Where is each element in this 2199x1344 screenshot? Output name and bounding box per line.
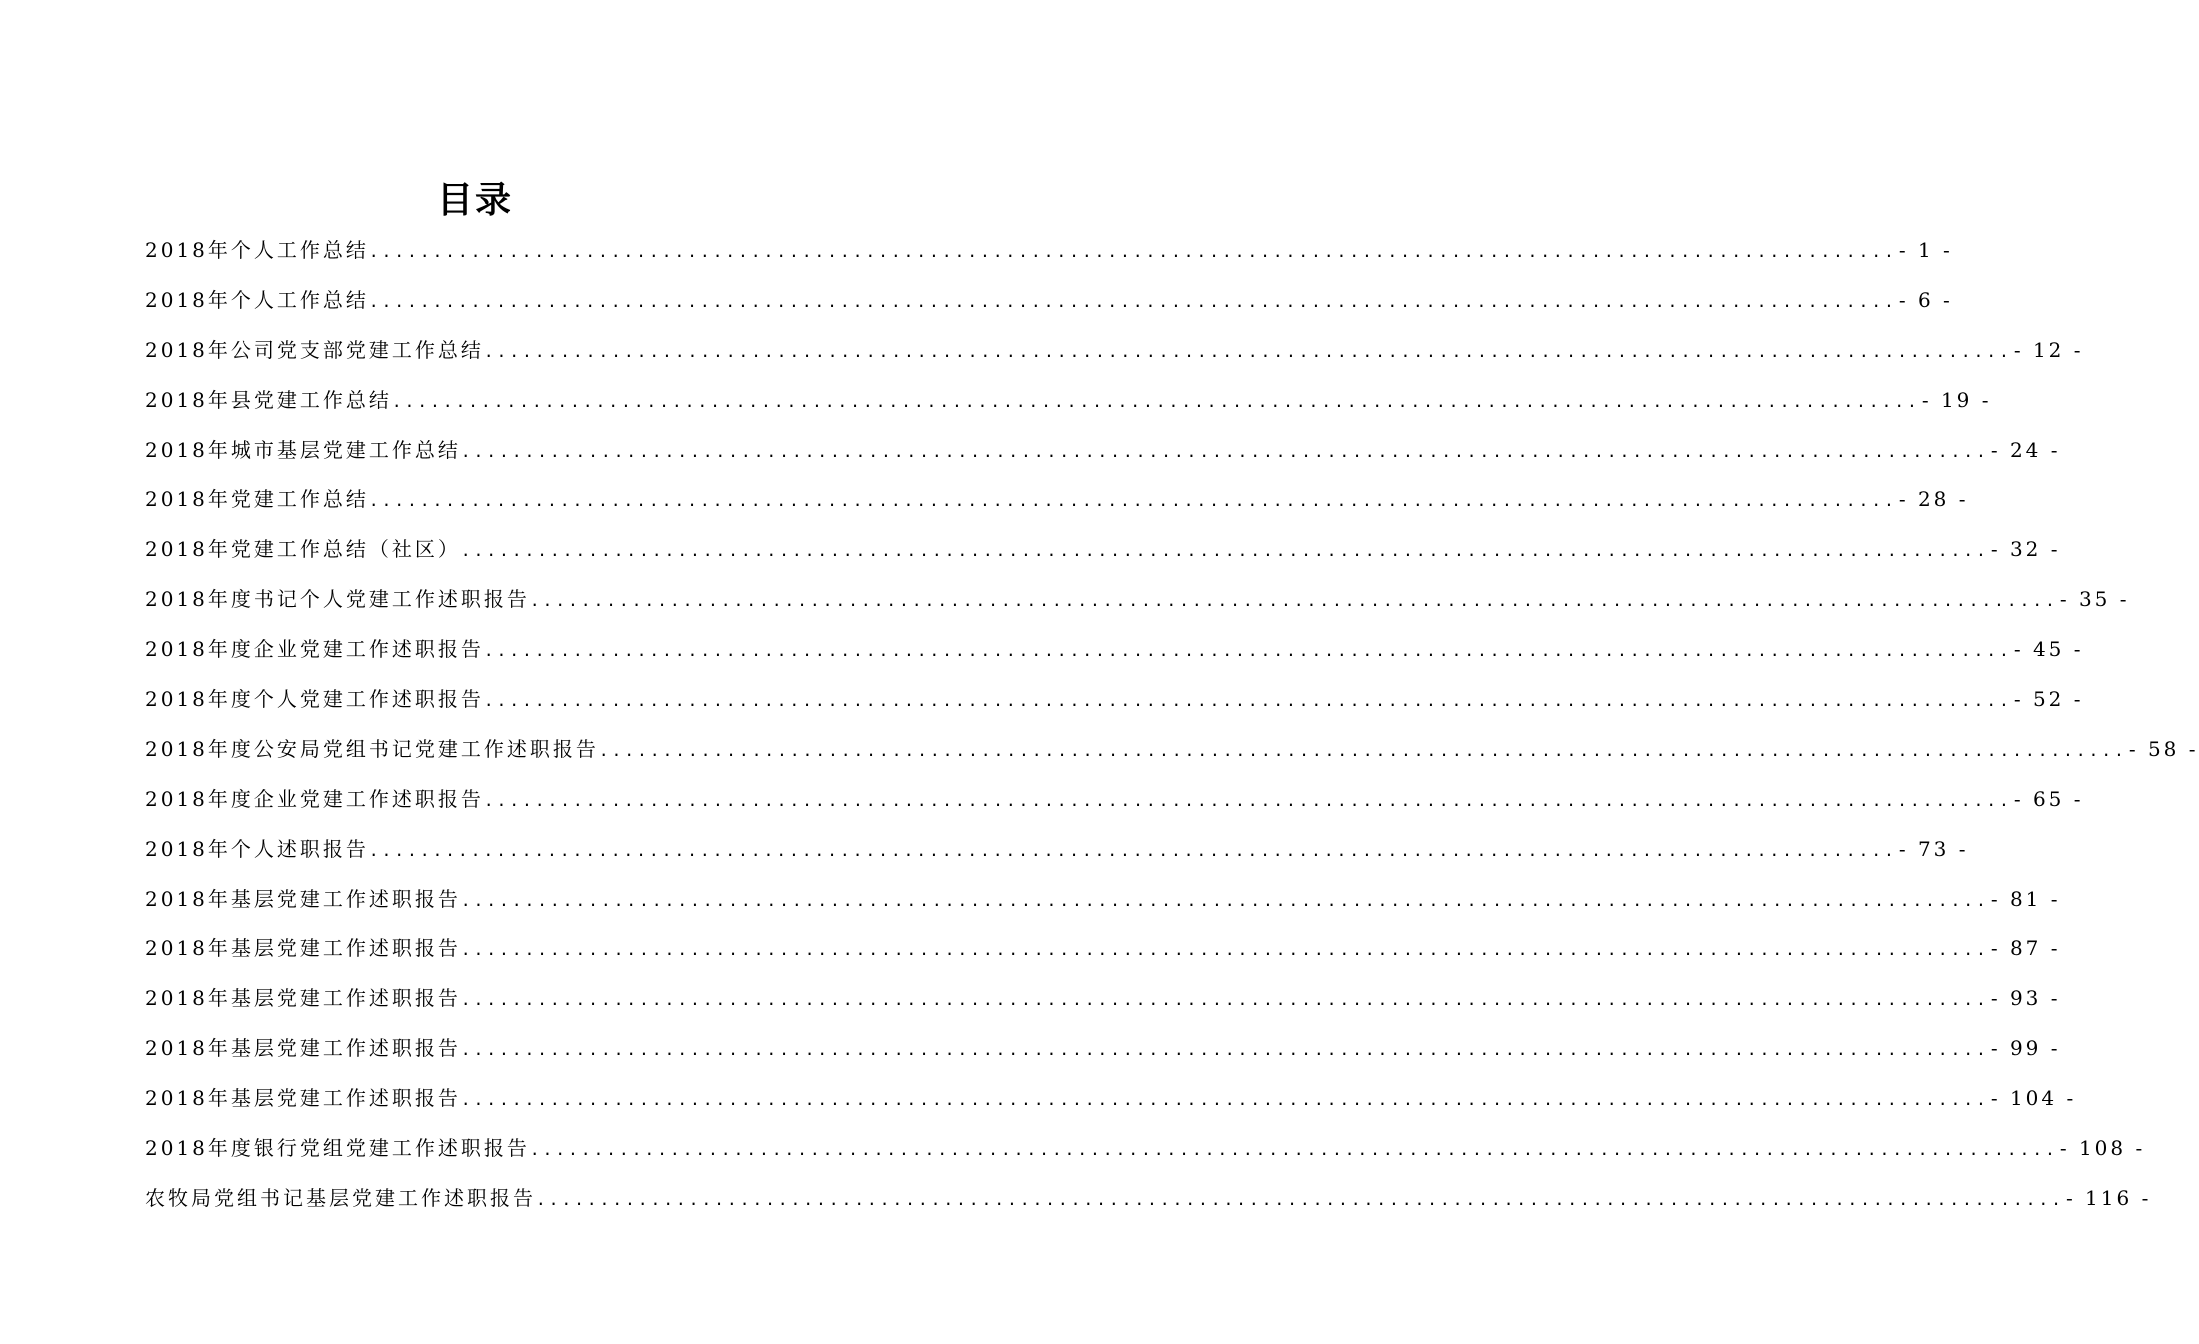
toc-entry[interactable] <box>145 725 2199 775</box>
toc-entry[interactable] <box>145 1174 2152 1224</box>
toc-leader: ........................................................................................................................ <box>368 491 1897 511</box>
toc-entry[interactable] <box>145 825 1969 875</box>
toc-leader: ........................................................................................................................ <box>483 790 2012 810</box>
toc-entry-title: 2018年基层党建工作述职报告 <box>145 986 461 1011</box>
toc-leader: ........................................................................................................................ <box>529 1140 2058 1160</box>
toc-entry-page: - 73 - <box>1898 836 1969 861</box>
toc-leader: ........................................................................................................................ <box>460 890 1989 910</box>
toc-list <box>145 226 2199 1224</box>
toc-entry-title: 2018年基层党建工作述职报告 <box>145 1086 461 1111</box>
toc-title: 目录 <box>436 180 513 221</box>
toc-entry-page: - 52 - <box>2013 687 2084 712</box>
toc-entry[interactable] <box>145 675 2084 725</box>
toc-entry-page: - 6 - <box>1898 287 1953 312</box>
toc-entry[interactable] <box>145 1074 2077 1124</box>
toc-entry-title: 2018年个人述职报告 <box>145 836 369 861</box>
toc-leader: ........................................................................................................................ <box>598 740 2127 760</box>
toc-entry-title: 2018年度书记个人党建工作述职报告 <box>145 587 530 612</box>
toc-entry-page: - 24 - <box>1990 437 2061 462</box>
toc-entry-title: 2018年基层党建工作述职报告 <box>145 936 461 961</box>
toc-entry-title: 2018年度个人党建工作述职报告 <box>145 687 484 712</box>
toc-leader: ........................................................................................................................ <box>483 641 2012 661</box>
toc-entry[interactable] <box>145 226 1953 276</box>
toc-entry[interactable] <box>145 974 2061 1024</box>
toc-entry-title: 2018年个人工作总结 <box>145 287 369 312</box>
toc-entry-page: - 108 - <box>2059 1136 2146 1161</box>
toc-entry-page: - 65 - <box>2013 786 2084 811</box>
toc-entry[interactable] <box>145 1024 2061 1074</box>
toc-entry-title: 2018年党建工作总结（社区） <box>145 537 461 562</box>
toc-leader: ........................................................................................................................ <box>391 391 1920 411</box>
toc-leader: ........................................................................................................................ <box>460 990 1989 1010</box>
toc-entry[interactable] <box>145 575 2130 625</box>
toc-entry-page: - 28 - <box>1898 487 1969 512</box>
toc-entry-page: - 93 - <box>1990 986 2061 1011</box>
toc-entry-title: 2018年度公安局党组书记党建工作述职报告 <box>145 736 599 761</box>
toc-entry-title: 2018年度银行党组党建工作述职报告 <box>145 1136 530 1161</box>
toc-entry-title: 2018年县党建工作总结 <box>145 387 392 412</box>
toc-entry-title: 2018年基层党建工作述职报告 <box>145 1036 461 1061</box>
toc-entry-title: 2018年党建工作总结 <box>145 487 369 512</box>
toc-entry-title: 2018年基层党建工作述职报告 <box>145 886 461 911</box>
toc-entry-page: - 12 - <box>2013 337 2084 362</box>
toc-leader: ........................................................................................................................ <box>483 691 2012 711</box>
toc-entry-page: - 45 - <box>2013 637 2084 662</box>
toc-leader: ........................................................................................................................ <box>368 242 1897 261</box>
toc-entry-page: - 87 - <box>1990 936 2061 961</box>
toc-entry-page: - 32 - <box>1990 537 2061 562</box>
toc-entry-page: - 35 - <box>2059 587 2130 612</box>
toc-entry[interactable] <box>145 875 2061 925</box>
toc-entry-page: - 1 - <box>1898 238 1953 262</box>
toc-entry-title: 农牧局党组书记基层党建工作述职报告 <box>145 1185 536 1210</box>
toc-entry[interactable] <box>145 426 2061 476</box>
toc-leader: ........................................................................................................................ <box>536 1189 2064 1209</box>
toc-entry-page: - 104 - <box>1990 1086 2077 1111</box>
toc-leader: ........................................................................................................................ <box>529 591 2058 611</box>
toc-entry[interactable] <box>145 525 2061 575</box>
toc-entry-page: - 19 - <box>1921 387 1992 412</box>
toc-leader: ........................................................................................................................ <box>460 541 1989 561</box>
toc-entry-title: 2018年度企业党建工作述职报告 <box>145 637 484 662</box>
toc-leader: ........................................................................................................................ <box>460 940 1989 960</box>
toc-entry-page: - 116 - <box>2065 1185 2152 1210</box>
toc-leader: ........................................................................................................................ <box>368 840 1897 860</box>
toc-entry[interactable] <box>145 924 2061 974</box>
toc-entry[interactable] <box>145 775 2084 825</box>
toc-entry[interactable] <box>145 475 1969 525</box>
toc-entry[interactable] <box>145 276 1953 326</box>
toc-entry[interactable] <box>145 376 1992 426</box>
toc-entry-title: 2018年公司党支部党建工作总结 <box>145 337 484 362</box>
toc-entry-page: - 58 - <box>2128 736 2199 761</box>
toc-leader: ........................................................................................................................ <box>368 291 1897 311</box>
toc-leader: ........................................................................................................................ <box>460 1040 1989 1060</box>
toc-entry-title: 2018年城市基层党建工作总结 <box>145 437 461 462</box>
toc-entry[interactable] <box>145 326 2084 376</box>
toc-entry[interactable] <box>145 625 2084 675</box>
toc-entry[interactable] <box>145 1124 2146 1174</box>
toc-entry-page: - 81 - <box>1990 886 2061 911</box>
toc-leader: ........................................................................................................................ <box>460 441 1989 461</box>
toc-entry-title: 2018年度企业党建工作述职报告 <box>145 786 484 811</box>
toc-leader: ........................................................................................................................ <box>483 341 2012 361</box>
toc-entry-title: 2018年个人工作总结 <box>145 238 369 262</box>
toc-leader: ........................................................................................................................ <box>460 1090 1989 1110</box>
toc-entry-page: - 99 - <box>1990 1036 2061 1061</box>
